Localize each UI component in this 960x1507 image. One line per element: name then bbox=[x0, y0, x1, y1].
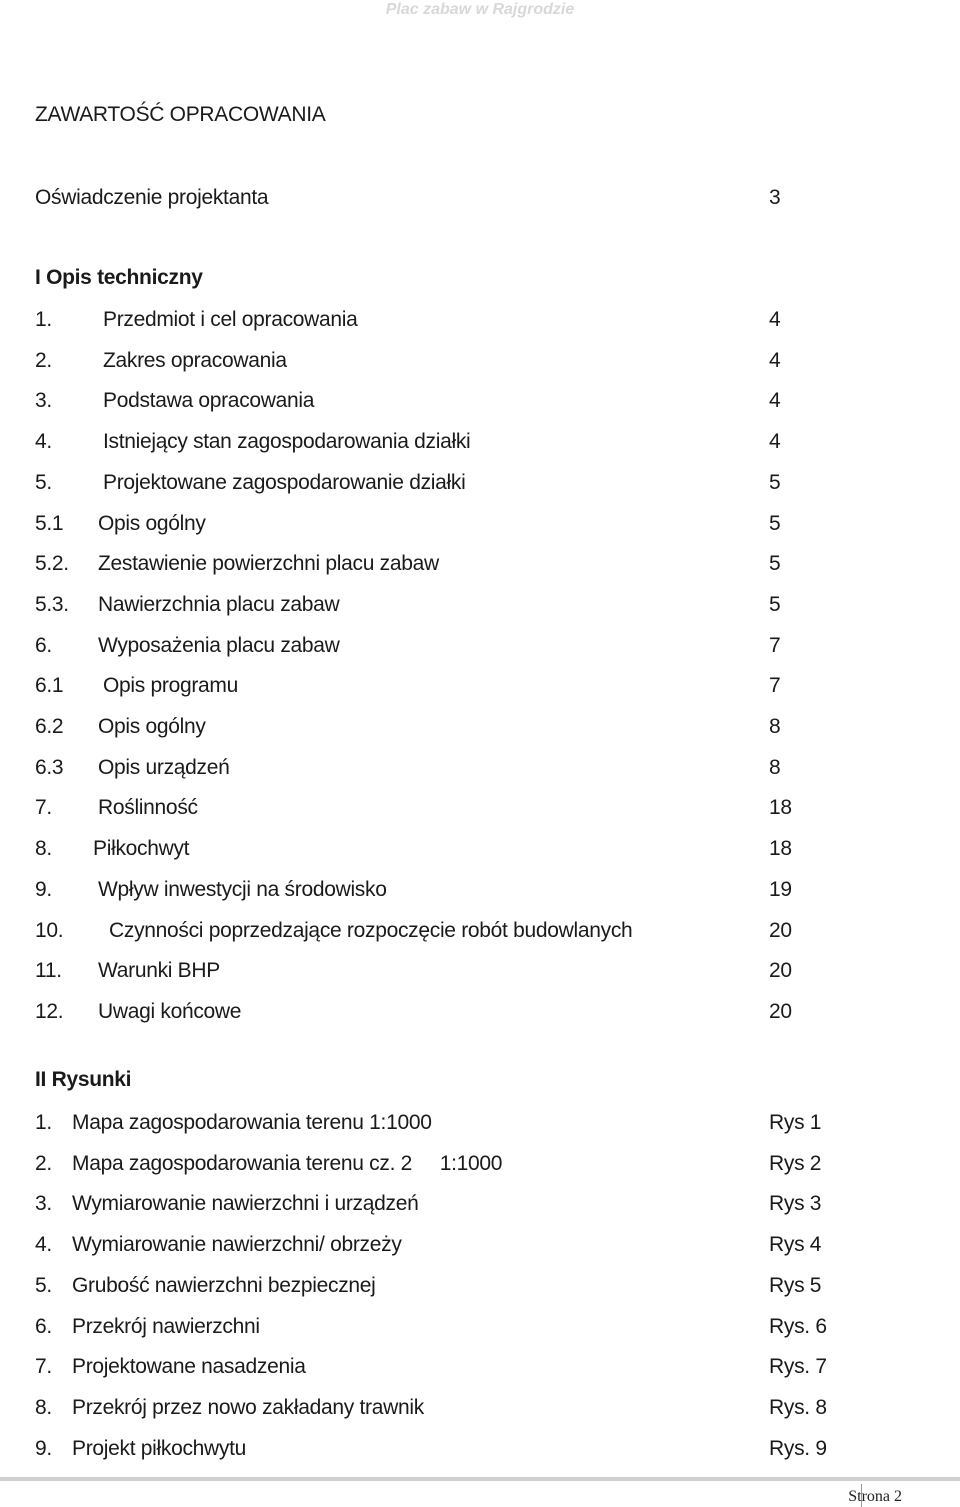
toc-entry-page: 4 bbox=[769, 308, 781, 331]
toc-entry bbox=[35, 998, 835, 1026]
toc-entry-page: 7 bbox=[769, 674, 781, 698]
toc-entry-number: 6. bbox=[35, 633, 52, 657]
toc-entry-number: 3. bbox=[35, 1192, 52, 1216]
toc-entry-number: 1. bbox=[35, 308, 52, 331]
toc-entry bbox=[35, 347, 835, 375]
toc-entry-page: Rys 3 bbox=[769, 1192, 822, 1216]
toc-entry-number: 6. bbox=[35, 1314, 52, 1338]
toc-entry bbox=[35, 835, 835, 863]
toc-entry-label: Projekt piłkochwytu bbox=[72, 1436, 247, 1460]
toc-entry-number: 5.2. bbox=[35, 552, 69, 576]
toc-entry-page: Rys 2 bbox=[769, 1151, 822, 1175]
toc-entry bbox=[35, 1190, 835, 1218]
toc-entry-number: 9. bbox=[35, 1436, 52, 1460]
toc-entry-label: Przekrój przez nowo zakładany trawnik bbox=[72, 1395, 424, 1419]
toc-entry bbox=[35, 387, 835, 415]
toc-entry-label: Projektowane nasadzenia bbox=[72, 1355, 306, 1379]
running-header: Plac zabaw w Rajgrodzie bbox=[385, 1, 575, 18]
toc-entry bbox=[35, 876, 835, 904]
toc-entry bbox=[35, 1313, 835, 1341]
page-number: Strona 2 bbox=[848, 1488, 902, 1505]
toc-entry-label: Wpływ inwestycji na środowisko bbox=[98, 877, 387, 901]
toc-entry-page: 5 bbox=[769, 552, 781, 576]
toc-entry-label: Zestawienie powierzchni placu zabaw bbox=[98, 552, 439, 576]
toc-entry bbox=[35, 428, 835, 456]
toc-entry-label: Mapa zagospodarowania terenu cz. 2 1:1000 bbox=[72, 1151, 503, 1175]
toc-entry bbox=[35, 1150, 835, 1178]
toc-entry bbox=[35, 957, 835, 985]
toc-entry-label: Podstawa opracowania bbox=[103, 389, 315, 413]
toc-entry-label: Grubość nawierzchni bezpiecznej bbox=[72, 1273, 376, 1297]
toc-entry-page: 5 bbox=[769, 592, 781, 616]
toc-entry bbox=[35, 550, 835, 578]
toc-entry bbox=[35, 1353, 835, 1381]
toc-entry-page: Rys. 7 bbox=[769, 1355, 827, 1379]
toc-entry-label: Opis ogólny bbox=[98, 715, 206, 738]
toc-entry-label: Projektowane zagospodarowanie działki bbox=[103, 470, 466, 494]
toc-entry-number: 7. bbox=[35, 796, 52, 820]
toc-entry bbox=[35, 1231, 835, 1259]
toc-entry-label: Wymiarowanie nawierzchni/ obrzeży bbox=[72, 1233, 402, 1257]
toc-entry-page: 4 bbox=[769, 348, 781, 372]
toc-entry-page: 3 bbox=[769, 186, 781, 209]
toc-entry-number: 5. bbox=[35, 1273, 52, 1297]
toc-entry bbox=[35, 1435, 835, 1463]
toc-entry-number: 12. bbox=[35, 999, 64, 1023]
toc-title: ZAWARTOŚĆ OPRACOWANIA bbox=[35, 103, 326, 126]
toc-entry-page: 7 bbox=[769, 633, 781, 657]
section-heading-drawings: II Rysunki bbox=[35, 1068, 132, 1091]
toc-entry-number: 6.1 bbox=[35, 674, 64, 698]
toc-entry-page: 8 bbox=[769, 755, 781, 779]
toc-entry-label: Czynności poprzedzające rozpoczęcie robót budowlanych bbox=[109, 918, 633, 942]
toc-entry-page: 19 bbox=[769, 877, 792, 901]
toc-entry-label: Przedmiot i cel opracowania bbox=[103, 308, 358, 331]
toc-entry-label: Uwagi końcowe bbox=[98, 999, 242, 1023]
toc-entry-label: Wymiarowanie nawierzchni i urządzeń bbox=[72, 1192, 419, 1216]
toc-entry-page: 4 bbox=[769, 430, 781, 454]
toc-entry-page: 18 bbox=[769, 796, 792, 820]
toc-entry-number: 11. bbox=[35, 959, 62, 983]
toc-entry-label: Wyposażenia placu zabaw bbox=[98, 633, 340, 657]
toc-entry-page: 20 bbox=[769, 999, 792, 1023]
toc-entry bbox=[35, 713, 835, 741]
toc-entry-label: Nawierzchnia placu zabaw bbox=[98, 592, 340, 616]
toc-entry-label: Istniejący stan zagospodarowania działki bbox=[103, 430, 471, 454]
toc-entry-page: 18 bbox=[769, 837, 792, 861]
toc-entry-page: Rys. 8 bbox=[769, 1395, 827, 1419]
toc-entry-number: 2. bbox=[35, 1151, 52, 1175]
toc-entry-page: 20 bbox=[769, 918, 792, 942]
toc-entry-statement bbox=[35, 184, 835, 212]
toc-entry-number: 8. bbox=[35, 837, 52, 861]
toc-entry-number: 2. bbox=[35, 348, 52, 372]
toc-entry-number: 5.3. bbox=[35, 592, 69, 616]
toc-entry-label: Opis ogólny bbox=[98, 511, 206, 535]
toc-entry-page: 20 bbox=[769, 959, 792, 983]
toc-entry-label: Warunki BHP bbox=[98, 959, 220, 983]
toc-entry bbox=[35, 469, 835, 497]
toc-entry-page: 4 bbox=[769, 389, 781, 413]
toc-entry-page: Rys 4 bbox=[769, 1233, 822, 1257]
toc-entry bbox=[35, 632, 835, 660]
toc-entry-number: 9. bbox=[35, 877, 52, 901]
toc-entry-page: Rys 5 bbox=[769, 1273, 822, 1297]
toc-entry-number: 7. bbox=[35, 1355, 52, 1379]
toc-entry-number: 5.1 bbox=[35, 511, 64, 535]
toc-entry-number: 4. bbox=[35, 430, 52, 454]
toc-entry-number: 1. bbox=[35, 1111, 52, 1134]
toc-entry bbox=[35, 754, 835, 782]
toc-entry bbox=[35, 1272, 835, 1300]
footer-rule bbox=[0, 1477, 960, 1481]
toc-entry-label: Opis urządzeń bbox=[98, 755, 230, 779]
toc-entry bbox=[35, 306, 835, 334]
toc-entry-label: Roślinność bbox=[98, 796, 198, 820]
toc-entry bbox=[35, 672, 835, 700]
toc-entry-label: Przekrój nawierzchni bbox=[72, 1314, 260, 1338]
toc-entry-number: 5. bbox=[35, 470, 52, 494]
toc-entry-label: Zakres opracowania bbox=[103, 348, 287, 372]
toc-entry-page: 5 bbox=[769, 511, 781, 535]
toc-entry-label: Oświadczenie projektanta bbox=[35, 186, 269, 209]
toc-entry-page: 8 bbox=[769, 715, 781, 738]
toc-entry bbox=[35, 917, 835, 945]
toc-entry-page: Rys 1 bbox=[769, 1111, 822, 1134]
toc-entry-number: 4. bbox=[35, 1233, 52, 1257]
toc-entry bbox=[35, 794, 835, 822]
toc-entry-label: Mapa zagospodarowania terenu 1:1000 bbox=[72, 1111, 432, 1134]
toc-entry-label: Piłkochwyt bbox=[93, 837, 190, 861]
toc-entry-page: Rys. 6 bbox=[769, 1314, 827, 1338]
toc-entry-label: Opis programu bbox=[103, 674, 238, 698]
toc-entry-page: 5 bbox=[769, 470, 781, 494]
toc-entry bbox=[35, 510, 835, 538]
toc-entry bbox=[35, 1109, 835, 1137]
toc-entry bbox=[35, 1394, 835, 1422]
section-heading-technical: I Opis techniczny bbox=[35, 266, 203, 289]
toc-entry-number: 10. bbox=[35, 918, 64, 942]
toc-entry-page: Rys. 9 bbox=[769, 1436, 827, 1460]
toc-entry-number: 3. bbox=[35, 389, 52, 413]
toc-entry bbox=[35, 591, 835, 619]
toc-entry-number: 6.2 bbox=[35, 715, 64, 738]
toc-entry-number: 8. bbox=[35, 1395, 52, 1419]
toc-entry-number: 6.3 bbox=[35, 755, 64, 779]
